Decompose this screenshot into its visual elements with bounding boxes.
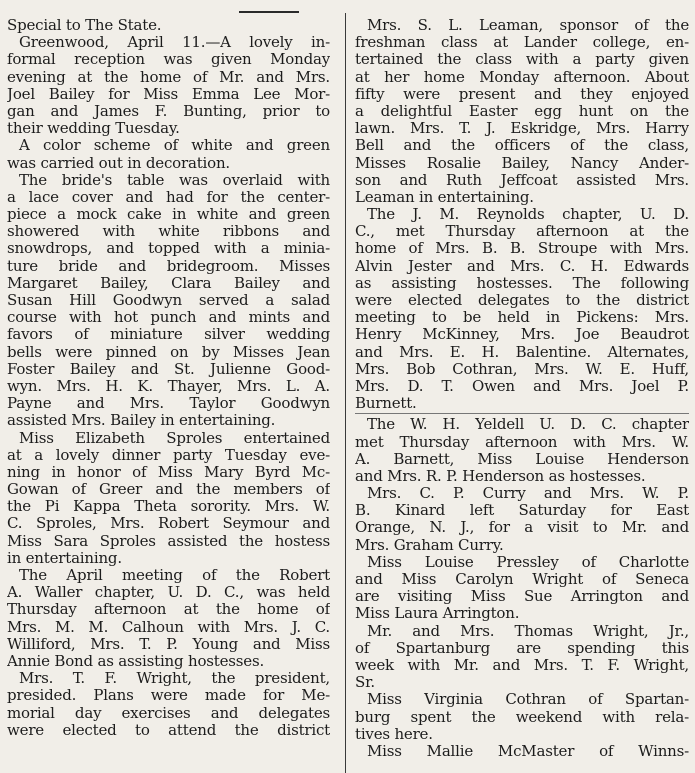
article-separator xyxy=(355,413,689,414)
article-line: formal reception was given Monday xyxy=(7,51,330,69)
article-line: week with Mr. and Mrs. T. F. Wright, xyxy=(355,656,689,674)
article-line: Mr. and Mrs. Thomas Wright, Jr., xyxy=(367,622,689,640)
article-line: Greenwood, April 11.—A lovely in- xyxy=(19,34,330,52)
article-line: A color scheme of white and green xyxy=(19,137,330,155)
article-line: Sr. xyxy=(355,674,375,692)
article-line: meeting to be held in Pickens: Mrs. xyxy=(355,309,689,327)
article-line: showered with white ribbons and xyxy=(7,223,330,241)
article-line: course with hot punch and mints and xyxy=(7,309,330,327)
article-line: a delightful Easter egg hunt on the xyxy=(355,102,689,120)
article-line: Mrs. Bob Cothran, Mrs. W. E. Huff, xyxy=(355,360,689,378)
article-line: The April meeting of the Robert xyxy=(19,567,330,584)
article-line: ning in honor of Miss Mary Byrd Mc- xyxy=(7,463,330,481)
article-line: Leaman in entertaining. xyxy=(355,188,534,206)
article-line: are visiting Miss Sue Arrington and xyxy=(355,588,689,606)
article-line: as assisting hostesses. The following xyxy=(355,274,689,292)
article-line: C., met Thursday afternoon at the xyxy=(355,223,689,241)
article-line: tertained the class with a party given xyxy=(355,51,689,69)
article-line: Bell and the officers of the class, xyxy=(355,137,689,155)
article-line: Henry McKinney, Mrs. Joe Beaudrot xyxy=(355,326,689,344)
article-line: The bride's table was overlaid with xyxy=(19,171,330,189)
article-line: a lace cover and had for the center- xyxy=(7,188,330,206)
article-line: Gowan of Greer and the members of xyxy=(7,481,330,499)
article-line: ture bride and bridegroom. Misses xyxy=(7,257,330,275)
article-line: son and Ruth Jeffcoat assisted Mrs. xyxy=(355,171,689,189)
article-line: was carried out in decoration. xyxy=(7,154,230,172)
article-line: burg spent the weekend with rela- xyxy=(355,708,689,726)
article-line: A. Waller chapter, U. D. C., was held xyxy=(7,584,330,602)
article-line: wyn. Mrs. H. K. Thayer, Mrs. L. A. xyxy=(7,377,330,395)
article-line: fifty were present and they enjoyed xyxy=(355,85,689,103)
article-line: B. Kinard left Saturday for East xyxy=(355,502,689,520)
article-line: Mrs. M. M. Calhoun with Mrs. J. C. xyxy=(7,618,330,636)
right-column xyxy=(355,17,689,773)
article-line: bells were pinned on by Misses Jean xyxy=(7,343,330,361)
article-line: Mrs. D. T. Owen and Mrs. Joel P. xyxy=(355,377,689,395)
article-line: Mrs. C. P. Curry and Mrs. W. P. xyxy=(367,485,689,503)
article-line: Burnett. xyxy=(355,395,417,413)
article-line: Mrs. Graham Curry. xyxy=(355,536,504,554)
article-line: Miss Mallie McMaster of Winns- xyxy=(367,742,689,760)
article-line: favors of miniature silver wedding xyxy=(7,326,330,344)
column-divider xyxy=(345,13,346,773)
article-line: and Miss Carolyn Wright of Seneca xyxy=(355,571,689,588)
article-line: Orange, N. J., for a visit to Mr. and xyxy=(355,519,689,537)
article-line: Miss Laura Arrington. xyxy=(355,605,520,623)
article-line: their wedding Tuesday. xyxy=(7,120,180,138)
article-line: morial day exercises and delegates xyxy=(7,704,330,722)
article-line: Joel Bailey for Miss Emma Lee Mor- xyxy=(7,85,330,103)
article-line: home of Mrs. B. B. Stroupe with Mrs. xyxy=(355,240,689,258)
article-line: were elected to attend the district xyxy=(7,721,330,739)
article-line: were elected delegates to the district xyxy=(355,292,689,309)
article-line: A. Barnett, Miss Louise Henderson xyxy=(355,450,689,468)
article-line: evening at the home of Mr. and Mrs. xyxy=(7,68,330,86)
article-line: presided. Plans were made for Me- xyxy=(7,687,330,705)
article-line: Annie Bond as assisting hostesses. xyxy=(7,652,265,670)
article-line: Mrs. S. L. Leaman, sponsor of the xyxy=(367,17,689,34)
article-line: assisted Mrs. Bailey in entertaining. xyxy=(7,412,276,430)
article-line: snowdrops, and topped with a minia- xyxy=(7,240,330,258)
article-line: at her home Monday afternoon. About xyxy=(355,68,689,86)
article-line: Misses Rosalie Bailey, Nancy Ander- xyxy=(355,154,689,172)
left-column xyxy=(7,17,330,773)
article-line: Foster Bailey and St. Julienne Good- xyxy=(7,360,330,378)
article-line: Miss Elizabeth Sproles entertained xyxy=(19,429,330,447)
article-line: Mrs. T. F. Wright, the president, xyxy=(19,670,330,688)
article-line: C. Sproles, Mrs. Robert Seymour and xyxy=(7,515,330,533)
headline-rule xyxy=(239,11,299,13)
article-line: The J. M. Reynolds chapter, U. D. xyxy=(367,206,689,224)
article-line: lawn. Mrs. T. J. Eskridge, Mrs. Harry xyxy=(355,120,689,138)
article-line: and Mrs. R. P. Henderson as hostesses. xyxy=(355,467,646,485)
article-line: of Spartanburg are spending this xyxy=(355,639,689,657)
article-line: Miss Virginia Cothran of Spartan- xyxy=(367,691,689,709)
article-line: and Mrs. E. H. Balentine. Alternates, xyxy=(355,343,689,361)
article-line: Miss Sara Sproles assisted the hostess xyxy=(7,532,330,550)
article-line: tives here. xyxy=(355,725,433,743)
article-line: freshman class at Lander college, en- xyxy=(355,34,689,52)
article-line: Margaret Bailey, Clara Bailey and xyxy=(7,274,330,292)
article-line: piece a mock cake in white and green xyxy=(7,206,330,224)
article-line: Thursday afternoon at the home of xyxy=(7,601,330,619)
article-line: met Thursday afternoon with Mrs. W. xyxy=(355,433,689,451)
article-line: gan and James F. Bunting, prior to xyxy=(7,102,330,120)
article-line: Williford, Mrs. T. P. Young and Miss xyxy=(7,635,330,653)
article-line: The W. H. Yeldell U. D. C. chapter xyxy=(367,416,689,434)
article-line: at a lovely dinner party Tuesday eve- xyxy=(7,446,330,464)
article-line: Alvin Jester and Mrs. C. H. Edwards xyxy=(355,257,689,275)
dateline: Special to The State. xyxy=(7,17,162,34)
article-line: Susan Hill Goodwyn served a salad xyxy=(7,292,330,309)
article-line: in entertaining. xyxy=(7,549,122,567)
article-line: Miss Louise Pressley of Charlotte xyxy=(367,553,689,571)
article-line: the Pi Kappa Theta sorority. Mrs. W. xyxy=(7,498,330,516)
article-line: Payne and Mrs. Taylor Goodwyn xyxy=(7,395,330,413)
